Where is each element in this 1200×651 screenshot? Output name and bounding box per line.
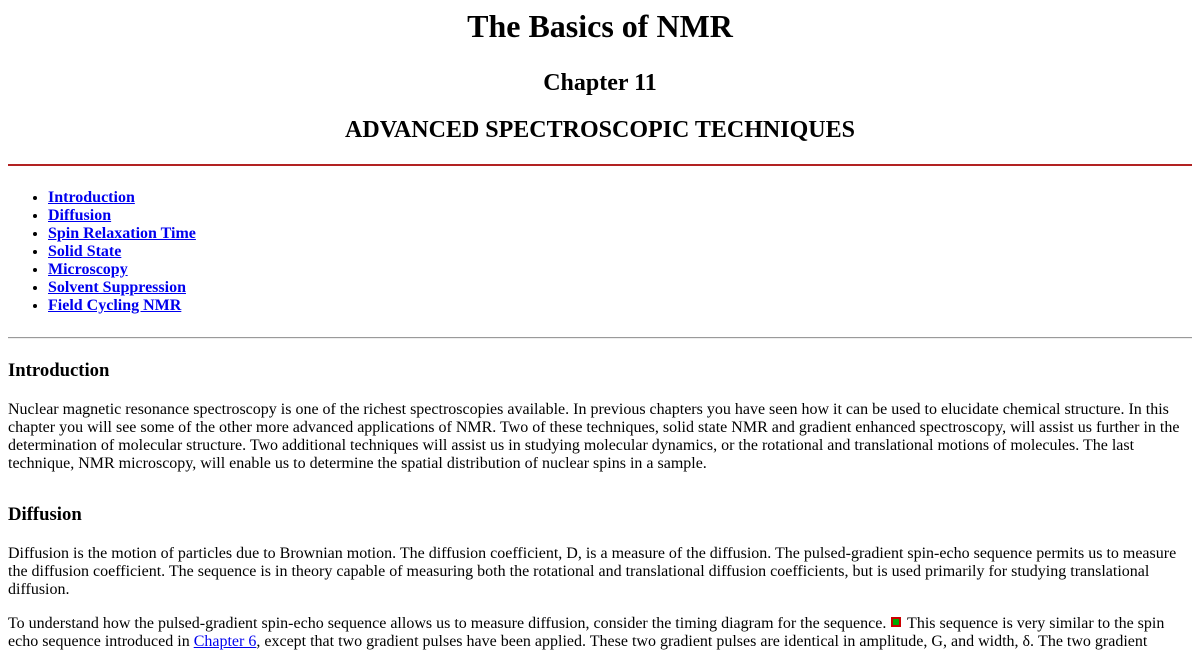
red-divider: [8, 164, 1192, 166]
toc-link-solvent-suppression[interactable]: Solvent Suppression: [48, 279, 186, 296]
diffusion-paragraph-2: [8, 615, 1192, 651]
diffusion-paragraph-2-text-b: This sequence is very similar to the spin echo sequence introduced in: [8, 615, 1165, 650]
intro-paragraph: Nuclear magnetic resonance spectroscopy is one of the richest spectroscopies available. In previous chapters you have seen how it can be used to elucidate chemical structure. In this chapter you will see some of the other more advanced applications of NMR. Two of these techniques, solid state NMR and gradient enhanced spectroscopy, will assist us further in the determination of molecular structure. Two additional techniques will assist us in studying molecular dynamics, or the rotational and translational motions of molecules. The last technique, NMR microscopy, will enable us to determine the spatial distribution of nuclear spins in a sample.: [8, 401, 1180, 472]
figure-icon[interactable]: [891, 617, 901, 627]
chapter-subtitle: ADVANCED SPECTROSCOPIC TECHNIQUES: [345, 117, 855, 143]
toc-item-spin-relaxation: [48, 225, 1192, 243]
toc-link-spin-relaxation[interactable]: Spin Relaxation Time: [48, 225, 196, 242]
diffusion-paragraph-2-text-a: To understand how the pulsed-gradient spin-echo sequence allows us to measure diffusion, consider the timing diagram for the sequence.: [8, 615, 887, 632]
table-of-contents: [8, 189, 1192, 315]
chapter-heading: Chapter 11: [543, 70, 657, 96]
section-heading-diffusion: Diffusion: [8, 504, 82, 525]
page-title: The Basics of NMR: [467, 8, 733, 44]
toc-item-solvent-suppression: [48, 279, 1192, 297]
toc-link-introduction[interactable]: Introduction: [48, 189, 135, 206]
diffusion-paragraph-1: Diffusion is the motion of particles due to Brownian motion. The diffusion coefficient, D, is a measure of the diffusion. The pulsed-gradient spin-echo sequence permits us to measure the diffusion coefficient. The sequence is in theory capable of measuring both the rotational and translational diffusion coefficients, but is used primarily for studying translational diffusion.: [8, 545, 1177, 598]
toc-link-microscopy[interactable]: Microscopy: [48, 261, 128, 278]
toc-link-diffusion[interactable]: Diffusion: [48, 207, 112, 224]
toc-item-microscopy: [48, 261, 1192, 279]
toc-item-field-cycling: [48, 297, 1192, 315]
gray-divider: [8, 337, 1192, 339]
toc-link-solid-state[interactable]: Solid State: [48, 243, 122, 260]
toc-link-field-cycling[interactable]: Field Cycling NMR: [48, 297, 182, 314]
diffusion-paragraph-2-text-c: , except that two gradient pulses have been applied. These two gradient pulses are identical in amplitude, G, and width, δ. The two gradient: [256, 633, 1148, 650]
section-heading-introduction: Introduction: [8, 360, 110, 381]
chapter-6-link[interactable]: Chapter 6: [193, 633, 257, 650]
toc-item-diffusion: [48, 207, 1192, 225]
toc-item-introduction: [48, 189, 1192, 207]
toc-item-solid-state: [48, 243, 1192, 261]
